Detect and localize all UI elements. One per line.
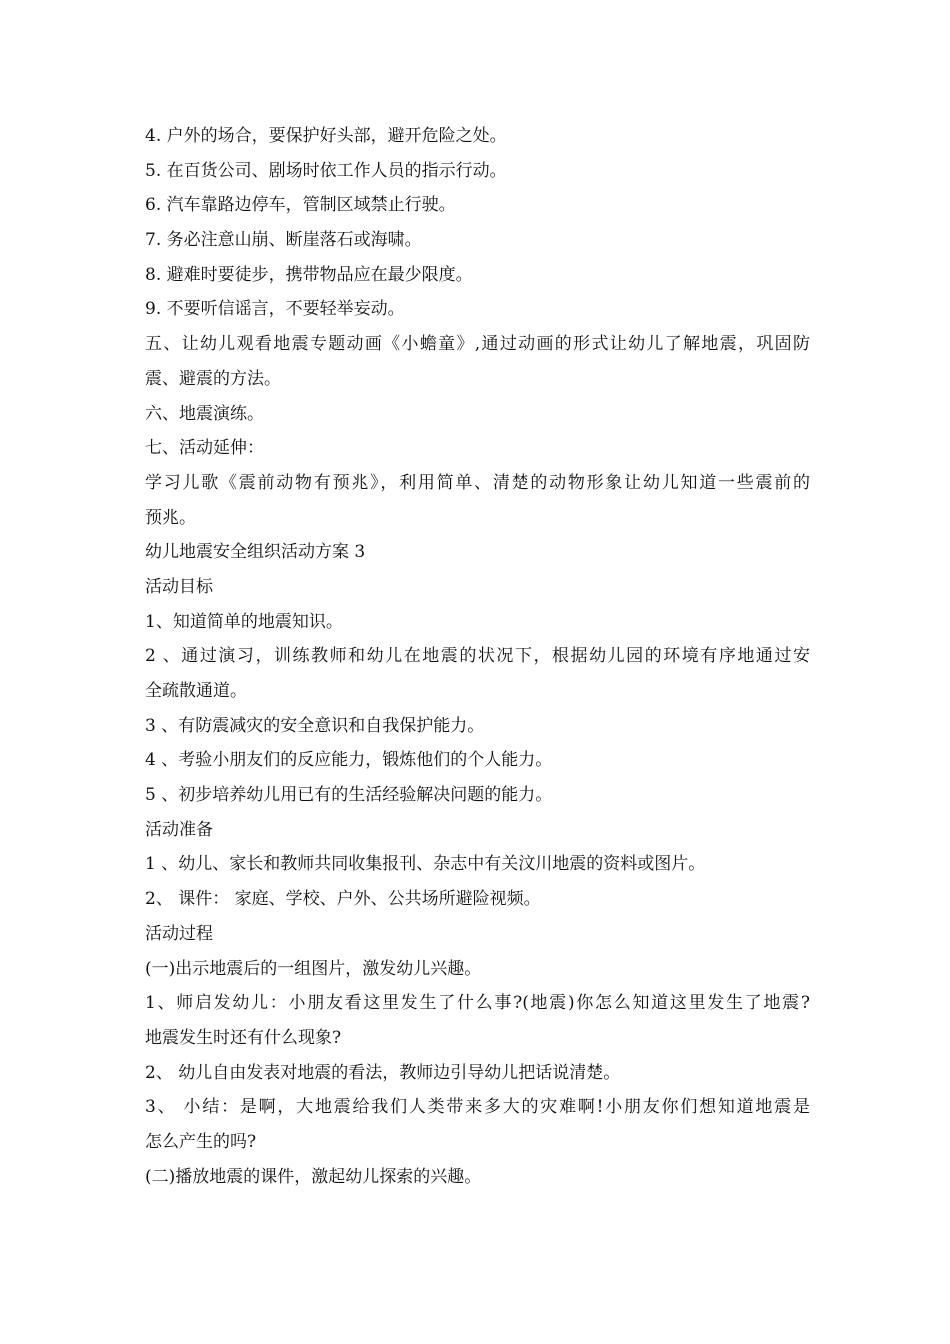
- text-line-12: 预兆。: [145, 507, 196, 528]
- text-line-25: (一)出示地震后的一组图片，激发幼儿兴趣。: [145, 958, 482, 979]
- text-line-15: 1、知道简单的地震知识。: [145, 611, 343, 632]
- text-line-29: 3、 小结：是啊，大地震给我们人类带来多大的灾难啊!小朋友你们想知道地震是: [145, 1097, 810, 1118]
- text-line-4: 7. 务必注意山崩、断崖落石或海啸。: [145, 230, 422, 251]
- text-line-28: 2、 幼儿自由发表对地震的看法，教师边引导幼儿把话说清楚。: [145, 1062, 621, 1083]
- text-line-23: 2、 课件： 家庭、学校、户外、公共场所避险视频。: [145, 889, 541, 910]
- text-line-9: 六、地震演练。: [145, 403, 264, 424]
- text-line-10: 七、活动延伸：: [145, 438, 264, 459]
- text-line-6: 9. 不要听信谣言，不要轻举妄动。: [145, 299, 405, 320]
- text-line-5: 8. 避难时要徒步，携带物品应在最少限度。: [145, 264, 473, 285]
- text-line-16: 2 、通过演习，训练教师和幼儿在地震的状况下，根据幼儿园的环境有序地通过安: [145, 646, 810, 667]
- text-line-11: 学习儿歌《震前动物有预兆》，利用简单、清楚的动物形象让幼儿知道一些震前的: [145, 472, 810, 493]
- text-line-20: 5 、初步培养幼儿用已有的生活经验解决问题的能力。: [145, 785, 553, 806]
- text-line-3: 6. 汽车靠路边停车，管制区域禁止行驶。: [145, 195, 456, 216]
- text-line-8: 震、避震的方法。: [145, 368, 281, 389]
- text-line-7: 五、让幼儿观看地震专题动画《小蟾童》,通过动画的形式让幼儿了解地震，巩固防: [145, 334, 810, 355]
- text-line-31: (二)播放地震的课件，激起幼儿探索的兴趣。: [145, 1166, 482, 1187]
- document-body: [145, 119, 810, 1194]
- text-line-17: 全疏散通道。: [145, 681, 247, 701]
- subheading-goals: 活动目标: [145, 576, 213, 597]
- text-line-27: 地震发生时还有什么现象?: [145, 1027, 342, 1048]
- text-line-2: 5. 在百货公司、剧场时依工作人员的指示行动。: [145, 160, 507, 181]
- text-line-18: 3 、有防震减灾的安全意识和自我保护能力。: [145, 715, 485, 736]
- text-line-30: 怎么产生的吗?: [145, 1131, 257, 1152]
- subheading-process: 活动过程: [145, 923, 213, 944]
- text-line-19: 4 、考验小朋友们的反应能力，锻炼他们的个人能力。: [145, 750, 553, 771]
- text-line-26: 1、师启发幼儿：小朋友看这里发生了什么事?(地震)你怎么知道这里发生了地震?: [145, 993, 810, 1014]
- section-heading: 幼儿地震安全组织活动方案 3: [145, 542, 366, 563]
- text-line-22: 1 、幼儿、家长和教师共同收集报刊、杂志中有关汶川地震的资料或图片。: [145, 854, 706, 875]
- subheading-preparation: 活动准备: [145, 819, 213, 840]
- text-line-1: 4. 户外的场合，要保护好头部，避开危险之处。: [145, 126, 507, 146]
